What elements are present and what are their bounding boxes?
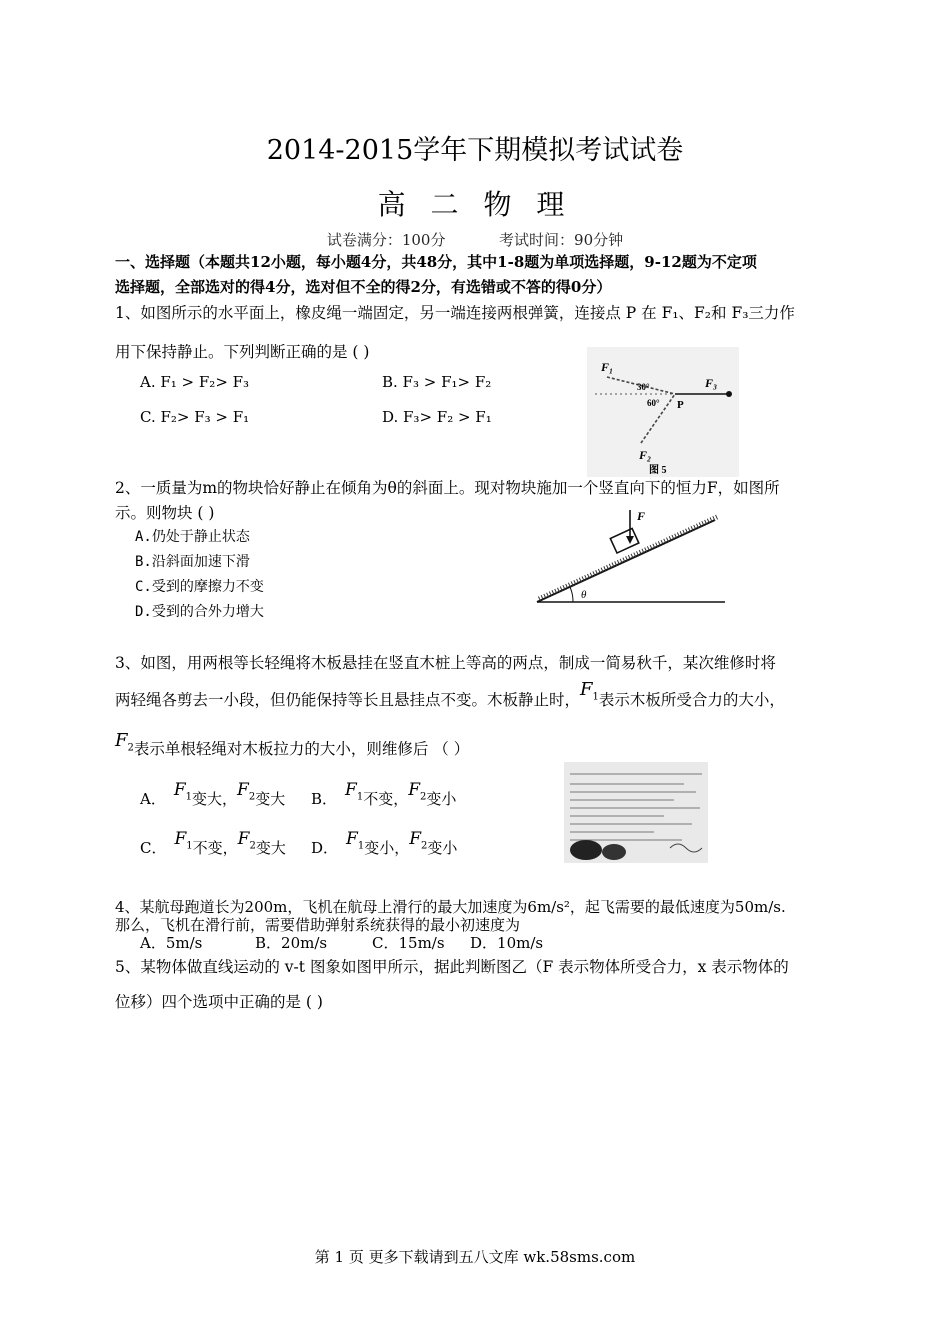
label-angle-60: 60° [647, 398, 660, 408]
q4-stem-line2: 那么，飞机在滑行前，需要借助弹射系统获得的最小初速度为 [115, 916, 521, 934]
q4-option-a: A．5m/s [140, 934, 203, 952]
label-f2: F₂ [639, 448, 652, 462]
q1-option-c: C. F₂> F₃ > F₁ [140, 408, 250, 426]
q3-line2-text-end: 表示木板所受合力的大小， [598, 691, 785, 709]
section-heading-line1: 一、选择题（本题共12小题，每小题4分，共48分，其中1-8题为单项选择题，9-12题为不定项 [115, 253, 757, 271]
q3-stem-line1: 3、如图，用两根等长轻绳将木板悬挂在竖直木桩上等高的两点，制成一简易秋千，某次维修时将 [115, 654, 776, 672]
exam-title: 2014-2015学年下期模拟考试试卷 [266, 135, 684, 166]
q1-option-a: A. F₁ > F₂> F₃ [140, 373, 250, 391]
q2-option-d: D.受到的合外力增大 [135, 604, 264, 620]
q4-option-c: C．15m/s [372, 934, 445, 952]
full-score: 试卷满分：100分 [326, 231, 446, 249]
block [610, 528, 638, 553]
figure-caption: 图 5 [649, 465, 667, 476]
symbol-f2: $F_2$ [115, 730, 134, 754]
page-footer: 第 1 页 更多下载请到五八文库 wk.58sms.com [314, 1248, 636, 1266]
label-f3: F₃ [705, 376, 718, 390]
q2-stem-line1: 2、一质量为m的物块恰好静止在倾角为θ的斜面上。现对物块施加一个竖直向下的恒力F，如图所 [115, 479, 780, 497]
q3-option-d: D． $F_1$变小，$F_2$变小 [311, 829, 458, 857]
q4-option-b: B．20m/s [255, 934, 328, 952]
q3-option-c: C． $F_1$不变，$F_2$变大 [140, 829, 286, 857]
q2-option-c: C.受到的摩擦力不变 [135, 579, 264, 595]
label-angle-30: 30° [637, 382, 650, 392]
q5-stem-line2: 位移）四个选项中正确的是 ( ) [115, 993, 323, 1011]
angle-arc [570, 587, 573, 602]
q3-option-a: A． $F_1$变大，$F_2$变大 [140, 780, 286, 808]
scan-dark-blot-right [602, 844, 626, 860]
scan-dark-blot-left [570, 840, 602, 860]
q3-line3-text: 表示单根轻绳对木板拉力的大小，则维修后 （ ） [133, 740, 470, 758]
q3-line2-text: 两轻绳各剪去一小段，但仍能保持等长且悬挂点不变。木板静止时， [115, 691, 581, 709]
fixed-point [726, 391, 732, 397]
exam-meta [0, 229, 950, 250]
label-f1: F₁ [601, 360, 614, 374]
q1-stem-line1: 1、如图所示的水平面上，橡皮绳一端固定，另一端连接两根弹簧，连接点 P 在 F₁、F₂和 F₃三力作 [115, 304, 795, 322]
q2-incline-figure [533, 506, 729, 608]
label-force-f: F [637, 509, 646, 523]
q1-option-d: D. F₃> F₂ > F₁ [382, 408, 492, 426]
q3-scanned-figure [564, 762, 708, 863]
q1-force-figure [587, 347, 739, 477]
q4-stem-line1: 4、某航母跑道长为200m，飞机在航母上滑行的最大加速度为6m/s²，起飞需要的最低速度为50m/s. [115, 898, 786, 916]
section-heading-line2: 选择题，全部选对的得4分，选对但不全的得2分，有选错或不答的得0分） [115, 278, 612, 296]
q5-stem-line1: 5、某物体做直线运动的 v-t 图象如图甲所示，据此判断图乙（F 表示物体所受合力，x 表示物体的 [115, 958, 789, 976]
q2-option-b: B.沿斜面加速下滑 [135, 554, 250, 570]
incline-hatching [539, 517, 717, 599]
q4-option-d: D．10m/s [470, 934, 544, 952]
exam-time: 考试时间：90分钟 [499, 231, 624, 249]
q3-stem-line3 [115, 730, 470, 762]
symbol-f1: $F_1$ [580, 679, 599, 703]
label-p: P [677, 399, 684, 411]
q1-option-b: B. F₃ > F₁> F₂ [382, 373, 492, 391]
q2-option-a: A.仍处于静止状态 [135, 529, 250, 545]
q3-stem-line2 [115, 679, 785, 713]
label-theta: θ [581, 589, 587, 601]
subject-title: 高 二 物 理 [377, 188, 573, 221]
q2-stem-line2: 示。则物块 ( ) [115, 504, 215, 522]
q1-stem-line2: 用下保持静止。下列判断正确的是 ( ) [115, 343, 370, 361]
q3-option-b: B． $F_1$不变，$F_2$变小 [311, 780, 457, 808]
